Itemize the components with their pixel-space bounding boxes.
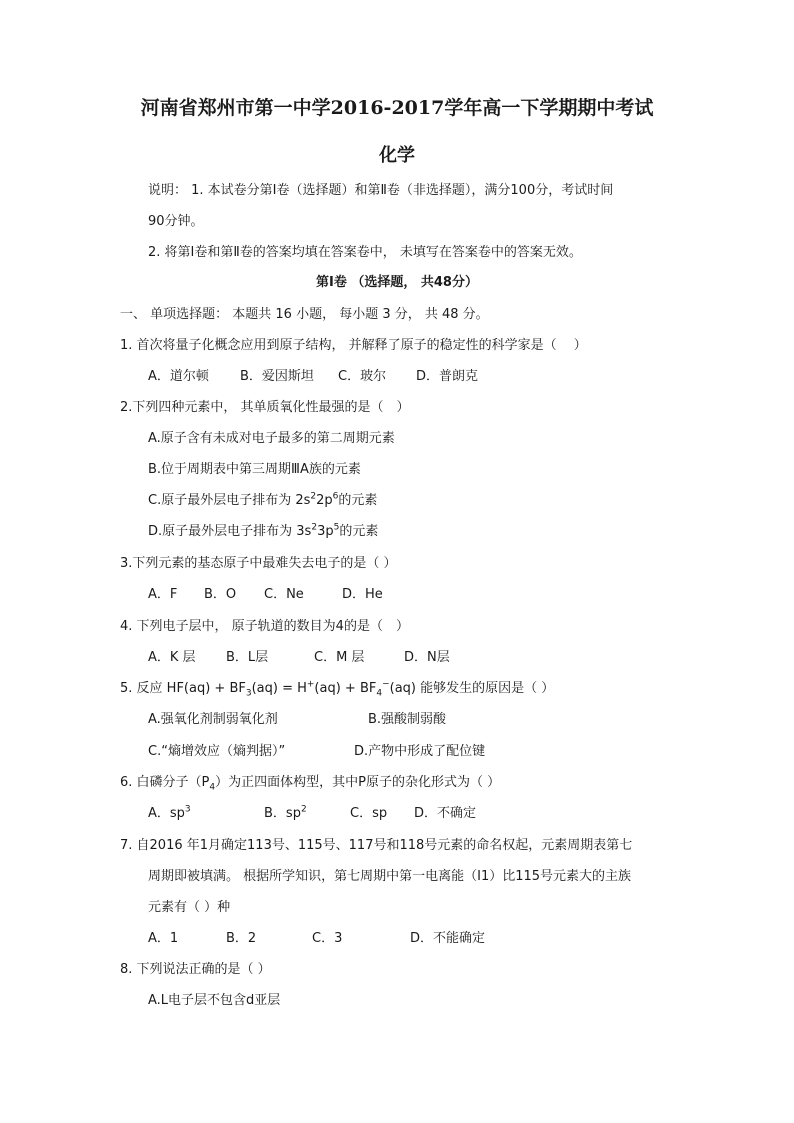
question-7-line-2: 周期即被填满。 根据所学知识，第七周期中第一电离能（I1）比115号元素大的主族 [148, 869, 632, 884]
question-8-stem: 8. 下列说法正确的是（ ） [120, 962, 271, 977]
question-1-option-a: A．道尔顿 [148, 369, 209, 384]
question-2-stem: 2.下列四种元素中， 其单质氧化性最强的是（ ） [120, 400, 410, 415]
question-2-option-a: A.原子含有未成对电子最多的第二周期元素 [148, 431, 395, 446]
question-7-option-a: A．1 [148, 931, 179, 946]
question-6-option-d: D．不确定 [414, 806, 477, 821]
question-1-option-b: B．爱因斯坦 [240, 369, 314, 384]
question-1-option-c: C．玻尔 [338, 369, 387, 384]
question-8-option-a: A.L电子层不包含d亚层 [148, 993, 281, 1008]
question-5-option-a: A.强氧化剂制弱氧化剂 [148, 712, 278, 727]
question-6-stem: 6. 白磷分子$(P_4)$为正四面体构型，其中P原子的杂化形式为（ ） [120, 775, 501, 793]
question-4-stem: 4. 下列电子层中， 原子轨道的数目为4的是（ ） [120, 619, 409, 634]
question-3-option-b: B．O [204, 587, 237, 602]
question-5-option-d: D.产物中形成了配位键 [354, 744, 486, 759]
question-5-stem: 5. 反应 $HF(aq) + BF_3(aq) = H^+(aq) + BF_4^-(aq)$ 能够发生的原因是（ ） [120, 679, 555, 699]
question-5-option-b: B.强酸制弱酸 [368, 712, 447, 727]
question-1-stem: 1. 首次将量子化概念应用到原子结构， 并解释了原子的稳定性的科学家是（ ） [120, 338, 587, 353]
question-5-option-c: C.“熵增效应（熵判据）” [148, 744, 286, 759]
question-1-option-d: D．普朗克 [416, 369, 479, 384]
question-7-line-3: 元素有（ ）种 [148, 900, 231, 915]
question-7-option-b: B．2 [226, 931, 257, 946]
question-6-option-c: C．sp [350, 806, 388, 821]
question-2-option-b: B.位于周期表中第三周期ⅢA族的元素 [148, 462, 361, 477]
question-3-stem: 3.下列元素的基态原子中最难失去电子的是（ ） [120, 556, 397, 571]
question-7-option-c: C．3 [312, 931, 343, 946]
question-4-option-d: D．N层 [404, 650, 450, 665]
question-4-option-b: B．L层 [226, 650, 269, 665]
question-4-option-a: A．K 层 [148, 650, 196, 665]
section-intro: 一、 单项选择题： 本题共 16 小题， 每小题 3 分， 共 48 分。 [120, 307, 489, 322]
question-6-option-a: A．$sp^3$ [148, 804, 191, 821]
subject-title: 化学 [379, 145, 415, 166]
question-7-line-1: 7. 自2016 年1月确定113号、115号、117号和118号元素的命名权起，元素周期表第七 [120, 838, 633, 853]
instruction-line-2: 90分钟。 [148, 214, 204, 229]
question-2-option-c: C.原子最外层电子排布为 $2s^22p^6$的元素 [148, 491, 378, 508]
instruction-line-1: 说明： 1. 本试卷分第Ⅰ卷（选择题）和第Ⅱ卷（非选择题），满分100分，考试时间 [148, 183, 614, 198]
question-3-option-d: D．He [342, 587, 383, 602]
question-2-option-d: D.原子最外层电子排布为 $3s^23p^5$的元素 [148, 522, 379, 539]
instruction-line-3: 2. 将第Ⅰ卷和第Ⅱ卷的答案均填在答案卷中， 未填写在答案卷中的答案无效。 [148, 245, 582, 260]
question-3-option-a: A．F [148, 587, 178, 602]
question-7-option-d: D．不能确定 [410, 931, 486, 946]
section-heading: 第Ⅰ卷 （选择题， 共48分） [316, 275, 478, 290]
question-6-option-b: B．$sp^2$ [264, 804, 307, 821]
question-3-option-c: C．Ne [264, 587, 304, 602]
exam-title: 河南省郑州市第一中学2016-2017学年高一下学期期中考试 [140, 97, 654, 119]
question-4-option-c: C．M 层 [314, 650, 365, 665]
